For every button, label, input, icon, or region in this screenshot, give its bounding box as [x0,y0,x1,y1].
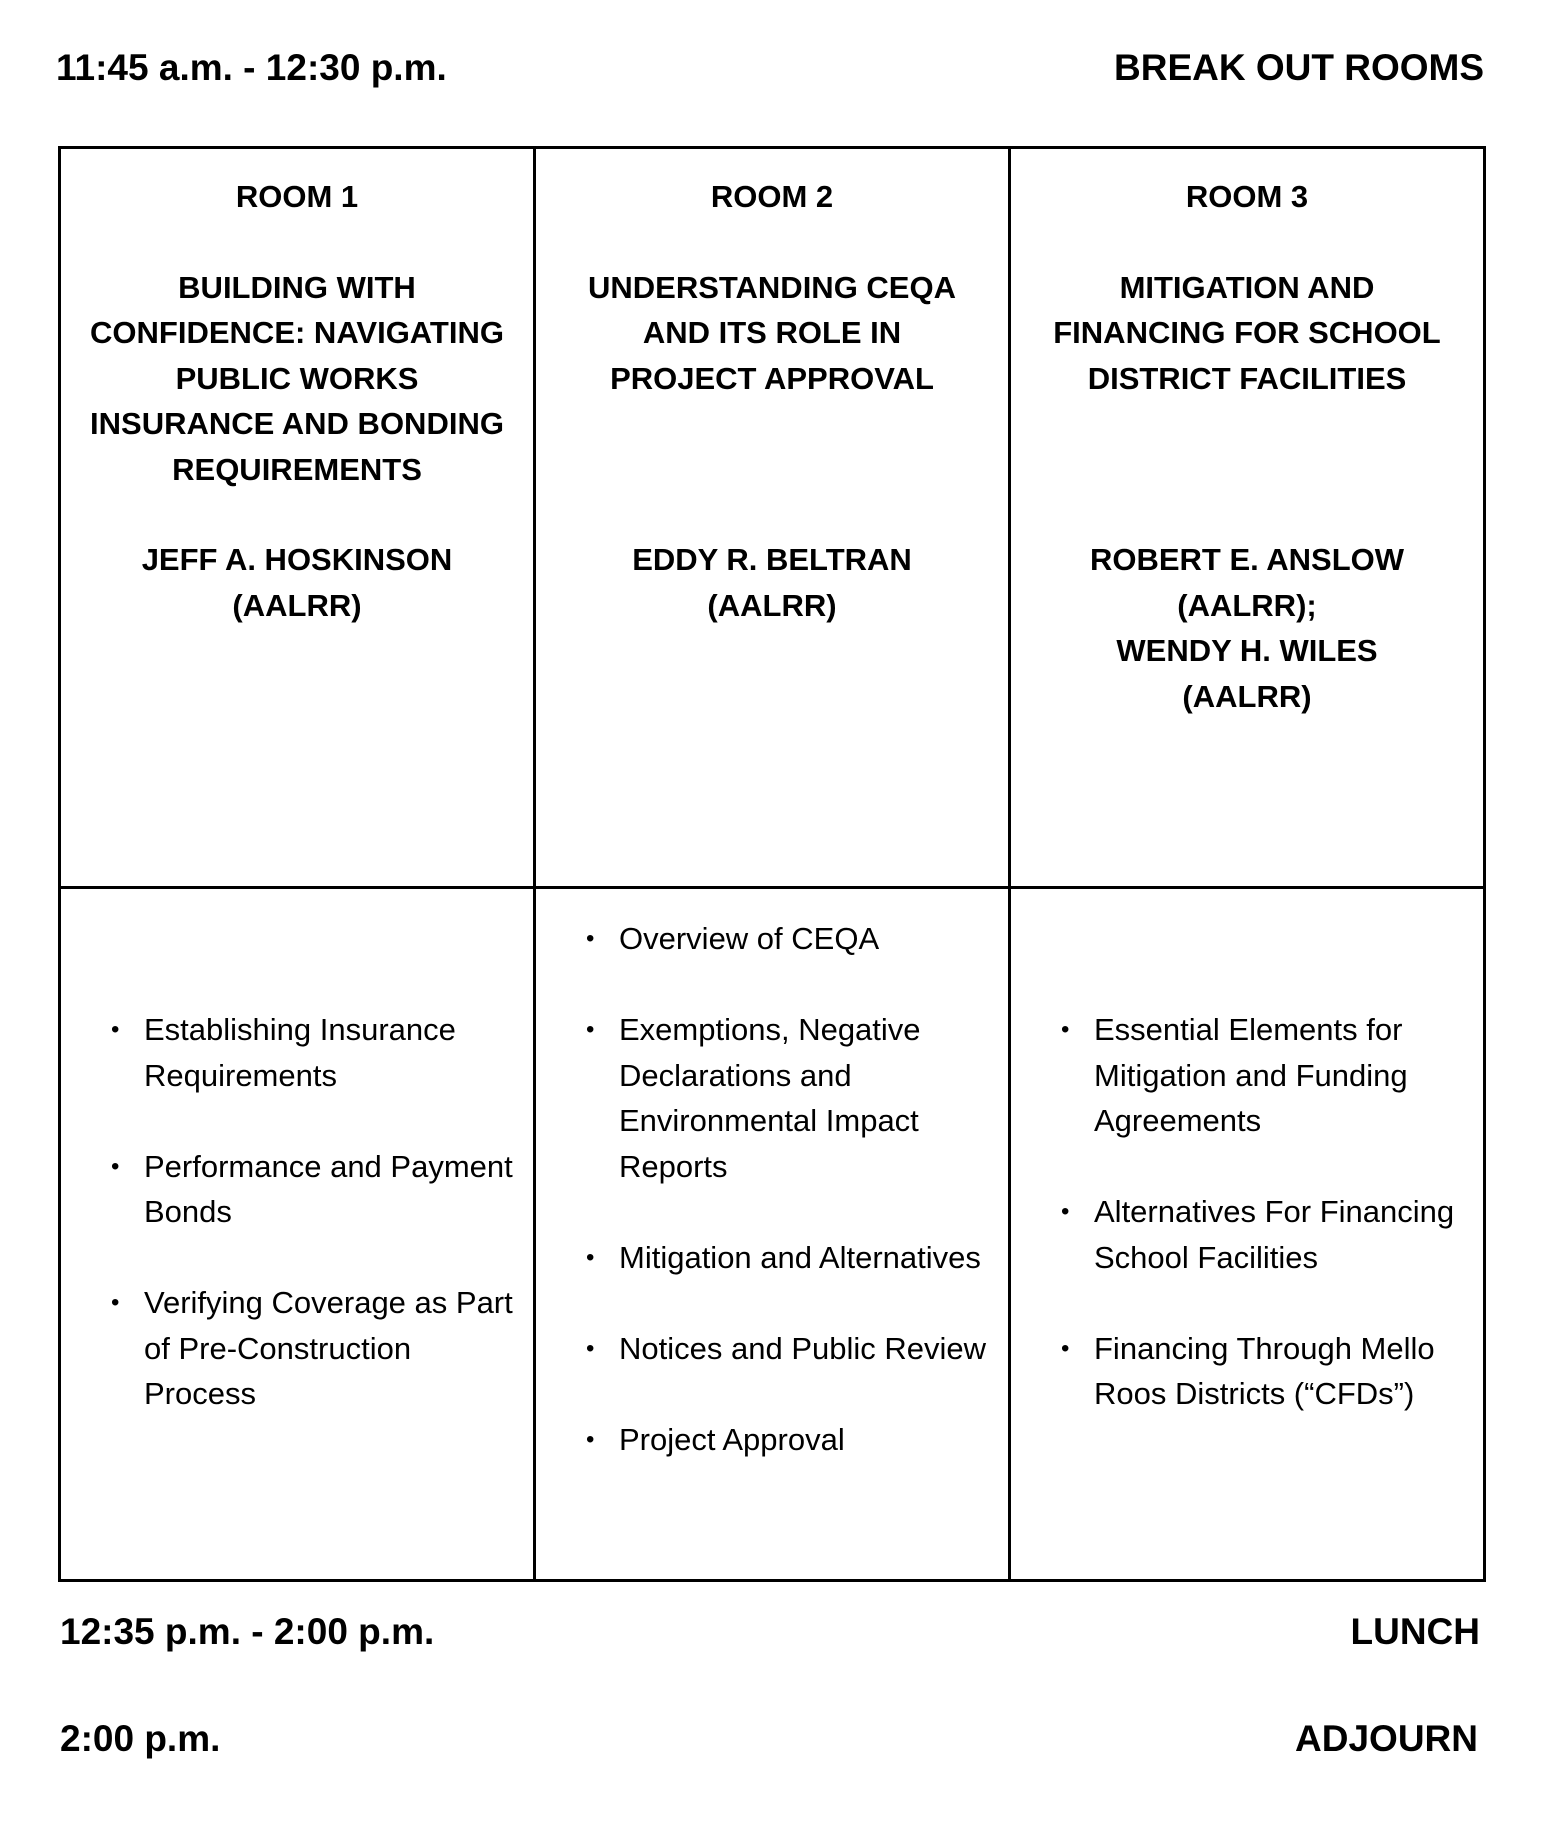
room-1-title: BUILDING WITH CONFIDENCE: NAVIGATING PUBLIC WORKS INSURANCE AND BONDING REQUIREMENTS [90,269,504,487]
lunch-row [60,1610,1480,1654]
bullet-icon: • [586,1016,595,1043]
room-1-topics-cell [60,888,535,1581]
breakout-row [56,46,1484,90]
bullet-icon: • [586,925,595,952]
lunch-time: 12:35 p.m. - 2:00 p.m. [60,1611,435,1652]
bullet-icon: • [111,1289,120,1316]
topic-item: • Essential Elements for Mitigation and Funding Agreements [1011,1007,1483,1144]
topic-item: • Mitigation and Alternatives [536,1235,1008,1281]
room-3-topic-list [1011,1007,1483,1417]
room-3-topics-cell [1010,888,1485,1581]
room-3-speaker-line: WENDY H. WILES [1116,633,1378,668]
bullet-icon: • [1061,1198,1070,1225]
lunch-label: LUNCH [1350,1611,1480,1652]
room-2-speaker-line: EDDY R. BELTRAN [632,542,912,577]
room-2-header-cell [535,148,1010,888]
room-1-speaker-line: JEFF A. HOSKINSON [141,542,453,577]
room-3-header-cell [1010,148,1485,888]
room-1-topic-list [61,1007,533,1417]
topic-item: • Performance and Payment Bonds [61,1144,533,1235]
room-3-speaker-line: (AALRR); [1177,587,1317,623]
adjourn-time: 2:00 p.m. [60,1718,221,1759]
adjourn-label: ADJOURN [1295,1718,1478,1759]
room-3-speaker-line: ROBERT E. ANSLOW [1089,542,1404,577]
topic-item: • Exemptions, Negative Declarations and Environmental Impact Reports [536,1007,1008,1189]
room-1-header-cell [60,148,535,888]
bullet-icon: • [111,1152,120,1180]
room-3-speaker-line: (AALRR) [1182,678,1312,714]
topic-item: • Alternatives For Financing School Facilities [1011,1189,1483,1280]
breakout-rooms-table [58,146,1486,1582]
bullet-icon: • [586,1334,595,1362]
topic-item: • Establishing Insurance Requirements [61,1007,533,1098]
breakout-label: BREAK OUT ROOMS [1114,47,1484,88]
topic-item: • Verifying Coverage as Part of Pre-Construction Process [61,1280,533,1417]
room-2-speakers [536,537,1008,628]
bullet-icon: • [1061,1334,1070,1362]
topic-item: • Overview of CEQA [536,916,1008,962]
topic-item: • Project Approval [536,1417,1008,1463]
bullet-icon: • [111,1016,120,1043]
room-2-label: ROOM 2 [710,179,834,214]
room-1-speakers [61,537,533,628]
room-2-title: UNDERSTANDING CEQA AND ITS ROLE IN PROJECT APPROVAL [588,269,956,396]
topic-item: • Notices and Public Review [536,1326,1008,1372]
room-1-speaker-line: (AALRR) [232,587,362,623]
breakout-time: 11:45 a.m. - 12:30 p.m. [56,47,447,88]
room-2-topics-cell [535,888,1010,1581]
room-3-label: ROOM 3 [1185,179,1309,214]
bullet-icon: • [586,1243,595,1271]
room-header-row [60,148,1485,888]
adjourn-row [60,1717,1478,1761]
room-3-speakers [1011,537,1483,719]
room-2-speaker-line: (AALRR) [707,587,837,623]
room-topics-row [60,888,1485,1581]
bullet-icon: • [586,1425,595,1453]
bullet-icon: • [1061,1016,1070,1043]
topic-item: • Financing Through Mello Roos Districts (“CFDs”) [1011,1326,1483,1417]
room-3-title: MITIGATION AND FINANCING FOR SCHOOL DISTRICT FACILITIES [1053,269,1441,396]
room-2-topic-list [536,916,1008,1462]
room-1-label: ROOM 1 [235,179,359,214]
